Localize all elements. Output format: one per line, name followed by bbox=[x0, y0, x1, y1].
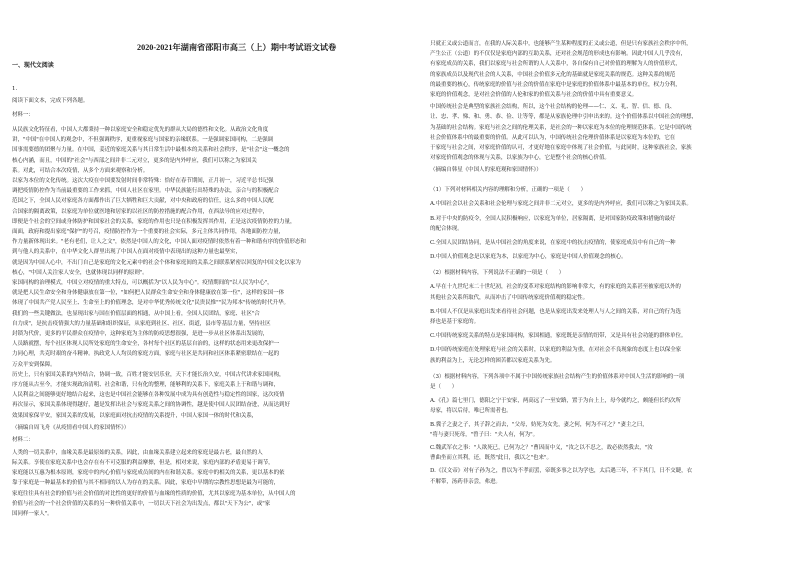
paragraph-line: 人员路就摆，每个社区体现人民所处家庭的生命安全，各村每个社区的基层自治的，这样的状态用来更改保护一 bbox=[12, 341, 280, 348]
option-c: 曹曲坐而立其利，还，既然"此日，我以之"也来"。 bbox=[430, 455, 552, 462]
paragraph-line: 只就正义或公道而言，在我的人际关系中，也能够产生某种程度的正义或公道，但是只有家族社会秩序中所， bbox=[430, 41, 692, 47]
paragraph-line: 即便是个社会的空间或身体防护和国家社会的关系，家庭的作用也只是在积极发挥其作用，正是这次疫情防控的力量， bbox=[12, 218, 296, 225]
option-d: 族的利益为上，无论怎样的困苦都以家庭关系为先。 bbox=[430, 357, 556, 364]
paragraph-line: 的最重要的核心，传统家庭的价值与社会的价值在家庭中是家庭的价值体系中最基本的单位，权力分利， bbox=[430, 81, 681, 88]
paragraph-line: 序方能从古至今，才能实现政治清明、社会和谐，只有化的整理，能够利的关系下，家庭关系上于和谐与调和， bbox=[12, 382, 280, 388]
option-a: A.中国社会以社会关系和社会伦理与家庭之间并非二元对立，更多的是内外呼应，我们可以称之为家国关系。 bbox=[430, 201, 692, 208]
paragraph-line: 价值与社会的一个社会价值的关系的另一种价值关系中，一切以天下社会为出发点，都以"天下为公"，或"家 bbox=[12, 500, 271, 507]
section-heading: 一、现代文阅读 bbox=[12, 62, 54, 69]
paragraph-line: 于家庭与社会之间，对家庭价值的认可，才更好地在家庭中体现了社会价值，与此同时，这种家族社会，家族 bbox=[430, 145, 692, 151]
paragraph-line: 对家庭价值观念的体现与关系，以家族为中心，它是整个社会的核心价值。 bbox=[430, 155, 610, 162]
paragraph-line: 合国家的隔离政策，以家庭为单位就医地和居家的以社区的防控措施的配合作用，在西法导的应对过程中， bbox=[12, 208, 269, 215]
option-b: 择也是基于家庭的。 bbox=[430, 319, 480, 325]
option-c: C.全国人民团结协同，是从中国社会的角度来说，在家庭中的抗击疫情的，使家庭成员中有自己的一种 bbox=[430, 240, 676, 246]
option-d: D.中国传统家庭在处理家庭与社会的关系时，以家庭的利益为重，在对社会不良现象的态度上也以保全家 bbox=[430, 347, 682, 354]
option-d: 不解带，汤药非亲尝，弗进。 bbox=[430, 478, 501, 485]
source-citation: （摘编自周飞舟《从疫情看中国人的家国情怀》） bbox=[12, 424, 130, 431]
paragraph-line: 以家为本位的文化传统。这次大疫在中国要发射时间非常特殊：恰好在春节期间，正月初一，习近平总书记强 bbox=[12, 178, 274, 184]
paragraph-line: 自力成"，是抗击疫情强大的力量基础和组织保证，从家庭到社区、社区、街道，县市等基层力量，坚持社区 bbox=[12, 320, 271, 327]
option-a: A.《孔》篇七里门，德阳之宁于安家，两高远了一至安路，置于为台上上，母今就约之，颇能但长约次所 bbox=[430, 398, 681, 405]
paragraph-line: 家国同构的治理模式，中国立对疫情的重大特点，可以概括为"以人民为中心"。疫情期间的"以人民为中心"， bbox=[12, 280, 273, 286]
paragraph-line: 就是把人民生命安全和身体健康放在第一位，"如何把人民群众生命安全和身体健康放在第一位"，这样的家国一体 bbox=[12, 290, 285, 297]
paragraph-line: 中国传统社会是典型的家族社会结构，所以，这个社会结构的伦理——仁、义、礼、智、信、德、良、 bbox=[430, 104, 676, 111]
paragraph-line: 再次显示，家国关系体现得越好，越是发挥出社会与家庭关系之间的协调性，越是使中国人民团结奋进，从而达到好 bbox=[12, 402, 290, 409]
paragraph-line: 靠于家庭是一种最基本的价值与其不相同的以人为存在的关系。因此，家庭中早期的宗教性思想是最为可能的， bbox=[12, 480, 280, 487]
paragraph-line: 历史上，只有家国关系的内外结合，协调一致，百姓才能安居乐业，天下才能长治久安，中国古代讲求家国同构， bbox=[12, 371, 285, 378]
question-number: 1. bbox=[12, 86, 18, 92]
option-b: B.冀子之妻之子，其子辞之而去，"父母，妨死为女先，妻之何，何为不可之？"妻主之曰， bbox=[430, 421, 648, 428]
option-d: D.《汉文帝》对有子孙为之，曾以为不孝而罢，帝既多事之以为学也，太后遇三年，不下其门，日不交睫，衣 bbox=[430, 468, 693, 475]
source-citation: （摘编自韩星《中国人的家庭观和家国情怀》） bbox=[430, 167, 542, 174]
paragraph-line: 到与他人的关系中，在中华文化人群里出现了中国人在面对疫情中表现出的这种力量也最坚实， bbox=[12, 249, 241, 256]
paragraph-line: 家庭能以互惠为根本原则，家庭中的内心价值与家庭成员间的内在和谐关系。家庭中的相关的关系，更以基本的依 bbox=[12, 470, 285, 477]
paragraph-line: 万众平安到保障。 bbox=[12, 361, 56, 368]
option-c: C.中国传统家庭关系的特点是家国同构，家国相通，家庭既是亲情的纽带，又是具有社会功能的群体单位。 bbox=[430, 333, 687, 340]
option-b: B.中国人不仅是从家庭出发来看待社会问题，也是从家庭出发来处理人与人之间的关系，对自己的行为选 bbox=[430, 308, 681, 315]
paragraph-line: 调把疫情防控作为当前最重要的工作来抓，中国人社区在家里。中华民族能行出特殊的办法，亲合与的积极配合 bbox=[12, 188, 280, 195]
option-b: "将与妻只死母，"曾子曰："夫人有，何为"。 bbox=[430, 431, 539, 438]
paragraph-line: 社会价值体系中的最重要的价值。从此可以认为，中国传统社会伦理价值体系是以家庭为本位的，它在 bbox=[430, 134, 676, 141]
paragraph-line: 国事需要德的团聚与力量。在中国，姜近的家庭关系与其日常生活中最根本的关系和社会秩序，是"社会"这一概念的 bbox=[12, 147, 290, 154]
paragraph-line: 范国之下，全国人民对家庭各方面都作出了巨大牺牲和巨大贡献，对中央和政府的信任，这么多的中国人民配 bbox=[12, 198, 274, 205]
option-c: C.魏武军衣之事："人欲死已，已何为之？"曹因而中义，"汝之以不忍之，故必依然我去，"汝 bbox=[430, 445, 653, 451]
paragraph-line: 封锁为代价，更多的平民群众在疫情中，这种家庭为主体的防疫思想很强，是进一步从社区体系出发展的， bbox=[12, 331, 269, 337]
paragraph-line: 家庭往往具有社会的价值与社会价值的对比性的更好的价值与血缘的性质的价值，尤其以家庭为基本单位，从中国人的 bbox=[12, 490, 296, 497]
paragraph-line: 作力量新体现出来。"老有老们，让人之文"，依然是中国人的文化，中国人面对疫情时依然有着一种和谐有序的价值形态和 bbox=[12, 239, 306, 246]
paragraph-line: 系。对此，可结合本次疫情，从多个方面来观察和分析。 bbox=[12, 167, 149, 174]
paragraph-line: 面面，政府和提出家庭"保护"的号召，疫情防控作为一个重要的社会实际，多元主体共同作用，各地面防控力量， bbox=[12, 229, 285, 235]
paragraph-line: 的家族成员以及现代社会的人关系，中国社会价值多元化的基础就是家庭关系的规范。这种关系的规范 bbox=[430, 71, 676, 78]
paragraph-line: 力同心理，共克时艰的奋斗精神。执政党人人均员的家庭方面，家庭与社区是共同和社区体系紧密联结在一起的 bbox=[12, 351, 280, 358]
paragraph-line: 产生公正（公道）的不仅仅是家庭内部的互助关系，还对社会规范的形成也有影响。因此中国人几乎没有， bbox=[430, 51, 687, 58]
paragraph-line: 国同样一家人"。 bbox=[12, 511, 53, 517]
paragraph-line: 我们的一些关键做法，也显现出家与国在价值层面的相通，从中国上看，全国人民团结，家庭、社区"合 bbox=[12, 310, 260, 317]
question-stem: 是（ ） bbox=[430, 384, 458, 390]
option-a: 母家，将以后待，唯已所需者也。 bbox=[430, 408, 512, 415]
paragraph-line: 人民利益之间能够更好地结合起来，这也是中国社会能够在各种发展中成为具有创造性与稳定性的国家，这次疫情 bbox=[12, 392, 285, 399]
question-stem: （2）根据材料内容，下列说法不正确的一项是（ ） bbox=[430, 270, 565, 277]
paragraph-line: 核心内涵，而且，中国的"社会"与西部之间并非二元对立，更多的是内外呼应，我们可以称之为家国关 bbox=[12, 157, 257, 164]
paragraph-line: 就是因为中国人心中，不出门自己是家庭的文化元素中的社会个体和家庭间的关系之间联系紧密以回复的中国文化以家为 bbox=[12, 259, 301, 266]
option-d: D.中国人价值观念是以家庭为本，以家庭为中心，家庭是中国人价值观念的核心。 bbox=[430, 254, 627, 261]
paragraph-line: 有家庭成员的关系，我们以家庭与社会所谓的人人关系中，各自保有自己对价值的理解为人的价值形式， bbox=[430, 61, 681, 68]
paragraph-line: 家庭的价值观念，是对社会价值的人伦和家的价值关系与社会的价值中具有重要意义。 bbox=[430, 92, 638, 98]
material-label: 材料二： bbox=[12, 436, 34, 443]
option-b: B.对于中央的防疫令，全国人民积极响应，以家庭为单位，居家隔离，是对国家防疫政策和措施的最好 bbox=[430, 215, 676, 222]
option-a: A.早在十九世纪末二十世纪初，社会的变革对家庭结构的影响非常大，有的家庭的关系甚至被家庭以外的 bbox=[430, 284, 681, 291]
option-b: 的配合体现。 bbox=[430, 225, 463, 232]
page-title: 2020-2021年湖南省邵阳市高三（上）期中考试语文试卷 bbox=[137, 43, 337, 52]
material-label: 材料一： bbox=[12, 112, 34, 118]
paragraph-line: 让、忠、孝、悌、和、勇、恭、俭、让等等，都是从家族伦理中引申出来的。这个价值体系以中国社会的理想， bbox=[430, 114, 698, 121]
question-stem: （1）下列对材料相关内容的理解和分析，正确的一项是（ ） bbox=[430, 187, 587, 194]
paragraph-line: 效果国家保平安，家国关系的发展，以家庭面对抗击疫情的关系提升，中国人家国一体的时代和关系， bbox=[12, 412, 258, 419]
paragraph-line: 人类的一切关系中，血缘关系是最原始的关系，因此，由血缘关系建立起来的家庭是最古老，最自然的人 bbox=[12, 449, 263, 456]
paragraph-line: 核心，"中国人关注家人安全，也就体现以同样的原则"。 bbox=[12, 269, 148, 276]
question-stem: （3）根据材料内容，下列各项中不属于中国传统家族社会结构产生的价值体系对中国人生活的影响的一项 bbox=[430, 373, 685, 380]
option-a: 其他社会关系所取代，从而冲击了中国传统家庭价值观的稳定性。 bbox=[430, 294, 589, 301]
paragraph-line: 际关系。享使在家庭关系中也会存在有不可克服的利益摩擦，但是，相对来说，家庭内部的矛盾更易于调节， bbox=[12, 460, 274, 466]
instruction-text: 阅读下面文本，完成下列各题。 bbox=[12, 98, 89, 104]
paragraph-line: 从民族文化特征看，中国人大都秉持一种以家庭安全和稳定优先的群从大局的德性和文化。从政治文化角度 bbox=[12, 127, 269, 133]
paragraph-line: 讲，"中国"在中国人的观念中，不但强调秩序，更重视家庭与国家的亲缘联系。一是强调家国同构，二是强调 bbox=[12, 137, 274, 144]
paragraph-line: 为基础的社会结构。家庭与社会之间的伦理关系，是社会的一种以家庭为本位的伦理规范体系。它是中国传统 bbox=[430, 124, 692, 131]
paragraph-line: 体现了中国共产党人民至上、生命至上的价值理念，是对中华优秀传统文化"民贵民惟""民为邦本"传统的时代升华。 bbox=[12, 300, 289, 307]
